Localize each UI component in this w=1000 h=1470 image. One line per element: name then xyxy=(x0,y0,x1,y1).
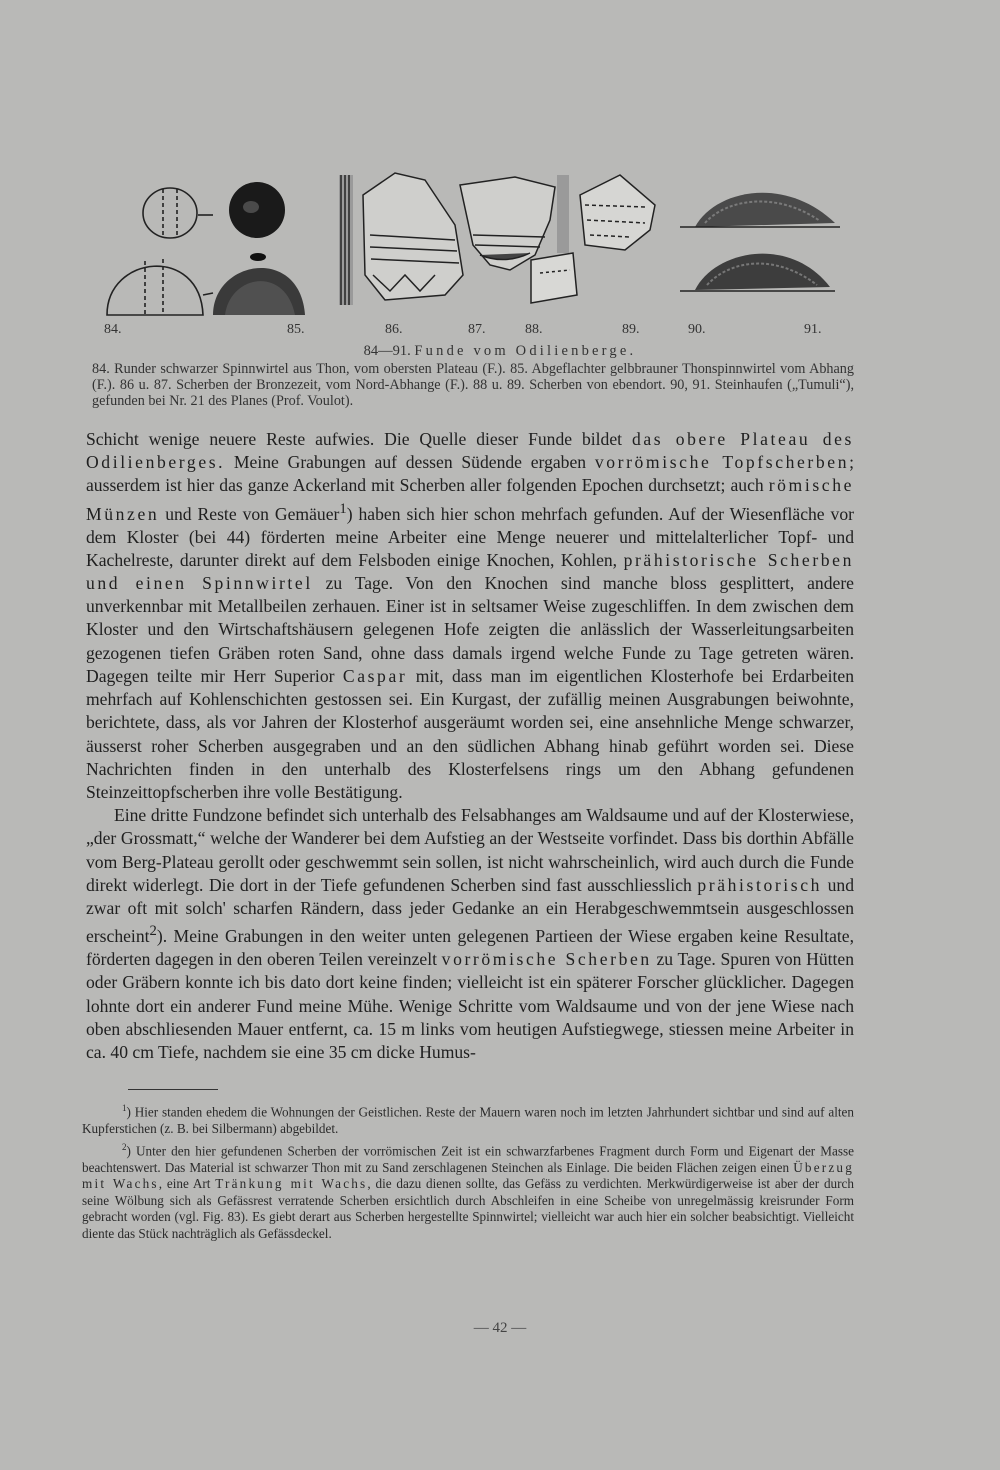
footnote-mark: 2 xyxy=(122,1142,127,1153)
footnote-mark: 1 xyxy=(122,1103,127,1113)
text-run: mit, dass man im eigentlichen Klosterhofe bei Erdarbeiten mehrfach auf Kohlenschichten gestossen sei. Ein Kurgast, der zufällig meinen Ausgrabungen beiwohnte, berichtete, dass, als vor Jahren der Klosterhof ausgeräumt worden sei, eine ansehnliche Menge schwarzer, äusserst roher Scherben ausgegraben und an den südlichen Abhang hinab geführt worden sei. Diese Nachrichten finden in den unterhalb des Klosterfelsens rings um den Abhang gefundenen Steinzeittopfscherben ihre volle Bestätigung. xyxy=(86,665,854,802)
text-run: ) haben sich hier schon mehrfach gefunden. Auf der Wiesenfläche vor dem Kloster (bei 44) förderten meine Arbeiter eine Menge neuerer und mittelalterlicher Topf- und Kachelreste, darunter direkt auf dem Felsboden einige Knochen, Kohlen, xyxy=(86,503,855,570)
figure-caption-title xyxy=(0,343,1000,360)
fig-number: 84. xyxy=(104,322,122,337)
fig-88-drawing xyxy=(531,253,577,303)
fig-86-drawing xyxy=(339,173,463,305)
footnote-ref-2[interactable]: 2 xyxy=(149,923,157,940)
text-run: und Reste von Gemäuer xyxy=(159,503,340,524)
paragraph-1 xyxy=(86,428,854,804)
fig-number: 91. xyxy=(804,322,822,337)
footnote-text: ) Hier standen ehedem die Wohnungen der Geistlichen. Reste der Mauern waren noch im letzten Jahrhundert sichtbar und sind auf alten Kupferstichen (z. B. bei Silbermann) abgebildet. xyxy=(82,1104,854,1136)
text-run: ). Meine Grabungen in den weiter unten gelegenen Partieen der Wiese ergaben keine Resultate, förderten dagegen in den oberen Teilen vereinzelt xyxy=(86,925,854,970)
fig-89-drawing xyxy=(580,175,655,250)
footnote-1 xyxy=(82,1100,854,1137)
text-run: zu Tage. Von den Knochen sind manche bloss gesplittert, andere unverkennbar mit Metallbeilen zerhauen. Einer ist in seltsamer Weise zugeschliffen. In dem zwischen dem Kloster und den Wirtschaftshäusern gelegenen Hofe zeigten die anlässlich der Wasserleitungsarbeiten gezogenen tiefen Gräben roten Sand, ohne dass damals irgend welche Funde zu Tage getreten wären. Dagegen teilte mir Herr Superior xyxy=(86,573,854,686)
figure-illustrations xyxy=(95,165,855,325)
fig-number: 87. xyxy=(468,322,486,337)
figure-numbers xyxy=(0,322,1000,342)
text-run: und zwar oft mit solch' scharfen Rändern, dass jeder Gedanke an ein Herabgeschwemmtsein ausgeschlossen erscheint xyxy=(86,874,854,946)
text-run: Eine dritte Fundzone befindet sich unterhalb des Felsabhanges am Waldsaume und auf der Klosterwiese, „der Grossmatt,“ welche der Wanderer bei dem Aufstieg an der Westseite vorfindet. Dass bis dorthin Abfälle vom Berg-Plateau gerollt oder geschwemmt sein sollen, ist nicht wahrscheinlich, wird auch durch die Funde direkt widerlegt. Die dort in der Tiefe gefundenen Scherben sind fast ausschliesslich xyxy=(86,805,854,895)
footnote-emphasis: Überzug mit Wachs xyxy=(82,1160,854,1192)
footnote-emphasis: Tränkung mit Wachs xyxy=(215,1176,368,1192)
fig-number: 89. xyxy=(622,322,640,337)
fig-number: 90. xyxy=(688,322,706,337)
emphasis-run: Caspar xyxy=(342,665,408,686)
emphasis-run: prähistorische Scherben und einen Spinnwirtel xyxy=(86,549,854,594)
fig-number: 86. xyxy=(385,322,403,337)
footnote-text: , die dazu dienen sollte, das Gefäss zu verdichten. Merkwürdigerweise ist aber der durch seine Wölbung sich als Gefässrest verratende Scherben ersichtlich durch Abschleifen in eine Scheibe von unregelmässig kreisrunder Form gebracht worden (vgl. Fig. 83). Es giebt derart aus Scherben hergestellte Spinnwirtel; vielleicht war auch hier ein solcher beabsichtigt. Vielleicht diente das Stück nachträglich als Gefässdeckel. xyxy=(82,1176,854,1241)
page-number: — 42 — xyxy=(473,1320,527,1336)
emphasis-run: vorrömische Scherben xyxy=(441,949,652,970)
footnote-ref-1[interactable]: 1 xyxy=(339,500,347,517)
fig-number: 85. xyxy=(287,322,305,337)
text-run: Meine Grabungen auf dessen Südende ergaben xyxy=(225,452,595,473)
emphasis-run: prähistorisch xyxy=(697,874,823,895)
text-run: zu Tage. Spuren von Hütten oder Gräbern konnte ich bis dato dort keine finden; vielleicht ist ein späterer Forscher glücklicher. Dagegen lohnte dort ein anderer Fund meine Mühe. Wenige Schritte vom Waldsaume und von der jene Wiese nach oben abschliesenden Mauer entfernt, ca. 15 m links vom heutigen Aufstiegwege, stiessen meine Arbeiter in ca. 40 cm Tiefe, nachdem sie eine 35 cm dicke Humus- xyxy=(86,949,855,1062)
footnotes xyxy=(82,1100,854,1242)
figure-drawings xyxy=(95,165,855,325)
fig-90-91-drawing xyxy=(680,193,840,291)
text-run: ; ausserdem ist hier das ganze Ackerland mit Scherben aller folgenden Epochen durchsetzt; auch xyxy=(86,452,854,496)
emphasis-run: römische Münzen xyxy=(86,475,854,524)
emphasis-run: vorrömische Topfscherben xyxy=(594,452,850,473)
footnote-divider xyxy=(128,1089,218,1090)
main-text xyxy=(86,428,854,1064)
emphasis-run: das obere Plateau des Odilienberges. xyxy=(86,429,854,473)
text-run: Schicht wenige neuere Reste aufwies. Die Quelle dieser Funde bildet xyxy=(86,429,632,449)
caption-title-text: Funde vom Odilienberge. xyxy=(414,343,637,359)
paragraph-2 xyxy=(86,804,854,1064)
fig-number: 88. xyxy=(525,322,543,337)
footnote-2 xyxy=(82,1139,854,1242)
fig-85-drawing xyxy=(213,182,305,315)
footnote-text: , eine Art xyxy=(158,1176,216,1192)
footnote-text: ) Unter den hier gefundenen Scherben der vorrömischen Zeit ist ein schwarzfarbenes Fragment durch Form und Eigenart der Masse beachtenswert. Das Material ist schwarzer Thon mit zu Sand zerschlagenen Steinchen als Einlage. Die beiden Flächen zeigen einen xyxy=(82,1143,854,1175)
fig-84-drawing xyxy=(107,188,213,315)
figure-caption-text: 84. Runder schwarzer Spinnwirtel aus Thon, vom obersten Plateau (F.). 85. Abgeflachter gelbbrauner Thonspinnwirtel vom Abhang (F.). 86 u. 87. Scherben der Bronzezeit, vom Nord-Abhange (F.). 88 u. 89. Scherben von ebendort. 90, 91. Steinhaufen („Tumuli“), gefunden bei Nr. 21 des Planes (Prof. Voulot). xyxy=(92,361,854,409)
caption-range: 84—91. xyxy=(363,343,411,359)
